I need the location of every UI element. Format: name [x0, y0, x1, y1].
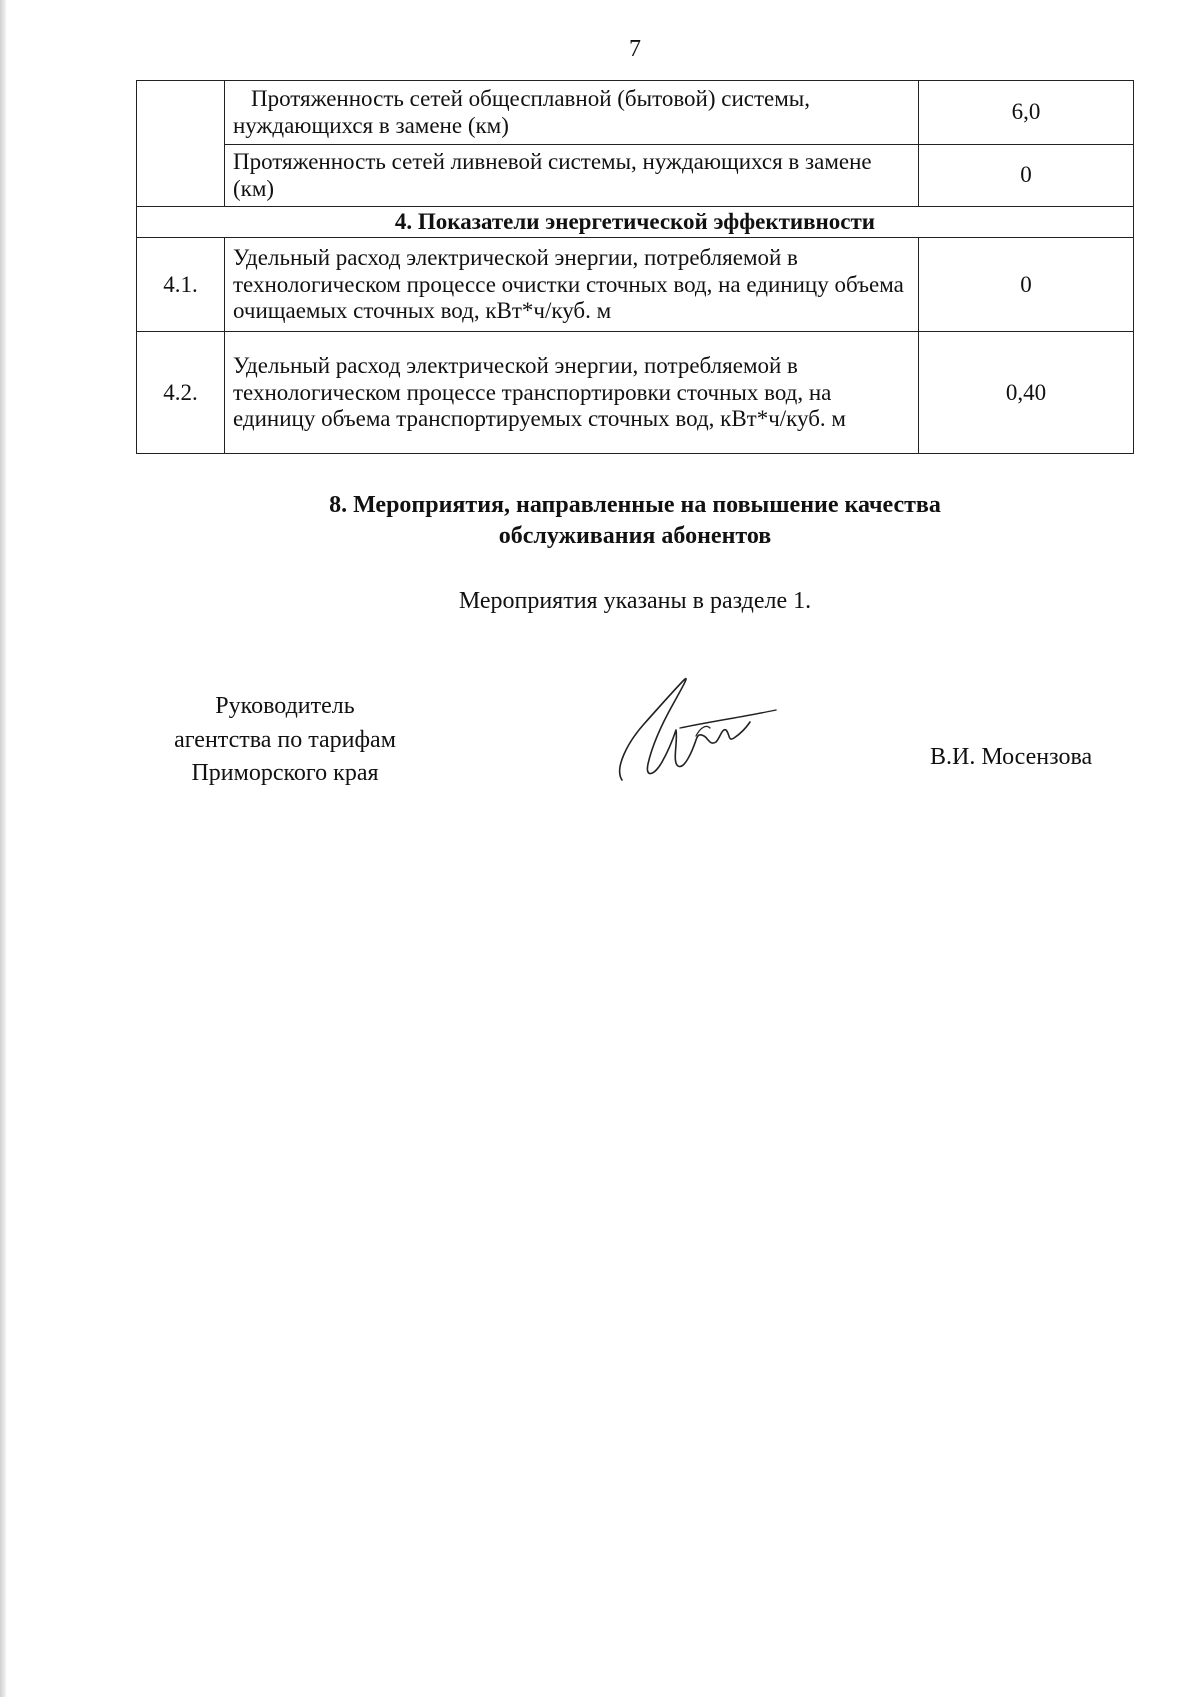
table-row — [137, 145, 1134, 207]
section-8-text: Мероприятия указаны в разделе 1. — [458, 588, 812, 614]
position-line: Руководитель — [215, 693, 355, 719]
indicator-value: 0 — [919, 238, 1134, 332]
section-8-heading — [0, 490, 1200, 552]
row-number-cell — [137, 81, 225, 207]
indicator-value: 6,0 — [919, 81, 1134, 145]
signatory-position — [140, 690, 430, 791]
scan-edge — [0, 0, 6, 1697]
signatory-name: В.И. Мосензова — [930, 744, 1093, 770]
indicator-name: Протяженность сетей ливневой системы, нуждающихся в замене (км) — [225, 145, 919, 207]
position-line: агентства по тарифам — [174, 726, 396, 753]
position-line: Приморского края — [191, 760, 379, 787]
heading-line: обслуживания абонентов — [498, 523, 772, 550]
indicator-name: Удельный расход электрической энергии, потребляемой в технологическом процессе транспортировки сточных вод, на единицу объема транспортируемых сточных вод, кВт*ч/куб. м — [225, 332, 919, 454]
indicator-value: 0 — [919, 145, 1134, 207]
heading-line: 8. Мероприятия, направленные на повышение качества — [329, 492, 941, 518]
section-title: 4. Показатели энергетической эффективности — [137, 207, 1134, 238]
indicator-name: Протяженность сетей общесплавной (бытовой) системы, нуждающихся в замене (км) — [225, 81, 919, 145]
page-number: 7 — [629, 36, 641, 62]
table-row — [137, 81, 1134, 145]
indicator-name: Удельный расход электрической энергии, потребляемой в технологическом процессе очистки сточных вод, на единицу объема очищаемых сточных вод, кВт*ч/куб. м — [225, 238, 919, 332]
table-row — [137, 332, 1134, 454]
indicators-table — [136, 80, 1134, 454]
table-row — [137, 238, 1134, 332]
section-header-row — [137, 207, 1134, 238]
handwritten-signature — [608, 672, 788, 792]
row-number: 4.2. — [137, 332, 225, 454]
indicator-value: 0,40 — [919, 332, 1134, 454]
row-number: 4.1. — [137, 238, 225, 332]
